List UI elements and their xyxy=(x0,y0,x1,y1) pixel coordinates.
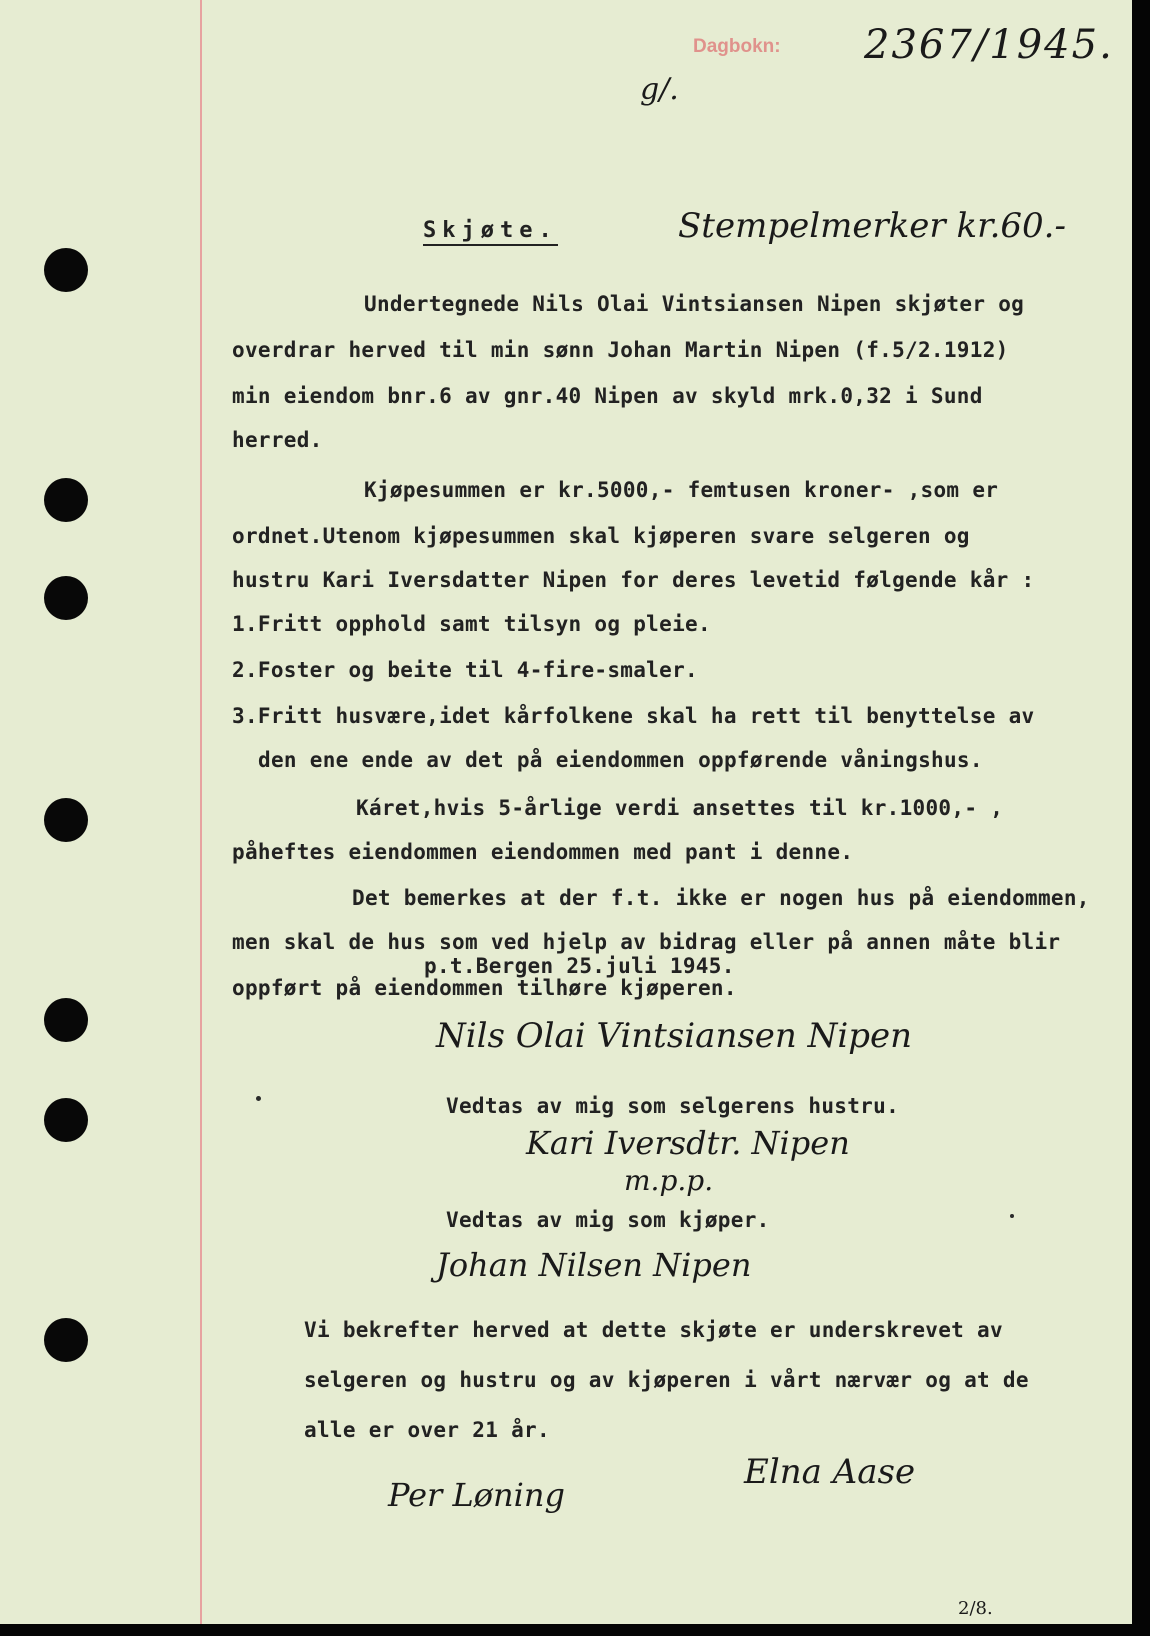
punch-hole xyxy=(44,1098,88,1142)
deed-line: min eiendom bnr.6 av gnr.40 Nipen av skyld mrk.0,32 i Sund xyxy=(232,384,983,408)
deed-line: overdrar herved til min sønn Johan Martin Nipen (f.5/2.1912) xyxy=(232,338,1009,362)
deed-line: den ene ende av det på eiendommen oppførende våningshus. xyxy=(258,748,983,772)
deed-line: 1.Fritt opphold samt tilsyn og pleie. xyxy=(232,612,711,636)
spouse-consent: Vedtas av mig som selgerens hustru. xyxy=(446,1094,900,1118)
buyer-signature: Johan Nilsen Nipen xyxy=(436,1246,752,1284)
ink-dot xyxy=(256,1096,261,1101)
deed-line: oppført på eiendommen tilhøre kjøperen. xyxy=(232,976,737,1000)
deed-line: Det bemerkes at der f.t. ikke er nogen hus på eiendommen, xyxy=(352,886,1090,910)
deed-line: men skal de hus som ved hjelp av bidrag eller på annen måte blir xyxy=(232,930,1061,954)
spouse-signature-note: m.p.p. xyxy=(624,1164,714,1197)
deed-line: 2.Foster og beite til 4-fire-smaler. xyxy=(232,658,698,682)
deed-line: Undertegnede Nils Olai Vintsiansen Nipen skjøter og xyxy=(364,292,1025,316)
place-date: p.t.Bergen 25.juli 1945. xyxy=(424,954,735,978)
witness-line: selgeren og hustru og av kjøperen i vårt nærvær og at de xyxy=(304,1368,1029,1392)
punch-hole xyxy=(44,248,88,292)
margin-rule xyxy=(200,0,202,1624)
deed-line: 3.Fritt husvære,idet kårfolkene skal ha rett til benyttelse av xyxy=(232,704,1035,728)
stamp-duty-note: Stempelmerker kr.60.- xyxy=(678,206,1066,246)
punch-hole xyxy=(44,1318,88,1362)
punch-hole xyxy=(44,998,88,1042)
buyer-consent: Vedtas av mig som kjøper. xyxy=(446,1208,770,1232)
deed-line: herred. xyxy=(232,428,323,452)
ink-dot xyxy=(1010,1214,1014,1218)
spouse-signature: Kari Iversdtr. Nipen xyxy=(526,1124,850,1162)
seller-signature: Nils Olai Vintsiansen Nipen xyxy=(436,1016,913,1056)
deed-line: ordnet.Utenom kjøpesummen skal kjøperen svare selgeren og xyxy=(232,524,970,548)
initial-mark: g/. xyxy=(640,72,679,107)
witness-signature-left: Per Løning xyxy=(388,1476,565,1514)
deed-line: Kjøpesummen er kr.5000,- femtusen kroner- ,som er xyxy=(364,478,999,502)
stamp-label: Dagbokn: xyxy=(693,36,781,57)
punch-hole xyxy=(44,798,88,842)
punch-hole xyxy=(44,478,88,522)
witness-line: Vi bekrefter herved at dette skjøte er underskrevet av xyxy=(304,1318,1003,1342)
deed-line: Káret,hvis 5-årlige verdi ansettes til kr.1000,- , xyxy=(356,796,1004,820)
witness-line: alle er over 21 år. xyxy=(304,1418,550,1442)
deed-line: påheftes eiendommen eiendommen med pant i denne. xyxy=(232,840,854,864)
document-title: Skjøte. xyxy=(423,218,558,246)
ledger-number: 2367/1945. xyxy=(864,22,1114,68)
deed-line: hustru Kari Iversdatter Nipen for deres levetid følgende kår : xyxy=(232,568,1035,592)
witness-signature-right: Elna Aase xyxy=(744,1452,916,1492)
punch-hole xyxy=(44,576,88,620)
corner-mark: 2/8. xyxy=(958,1598,993,1619)
